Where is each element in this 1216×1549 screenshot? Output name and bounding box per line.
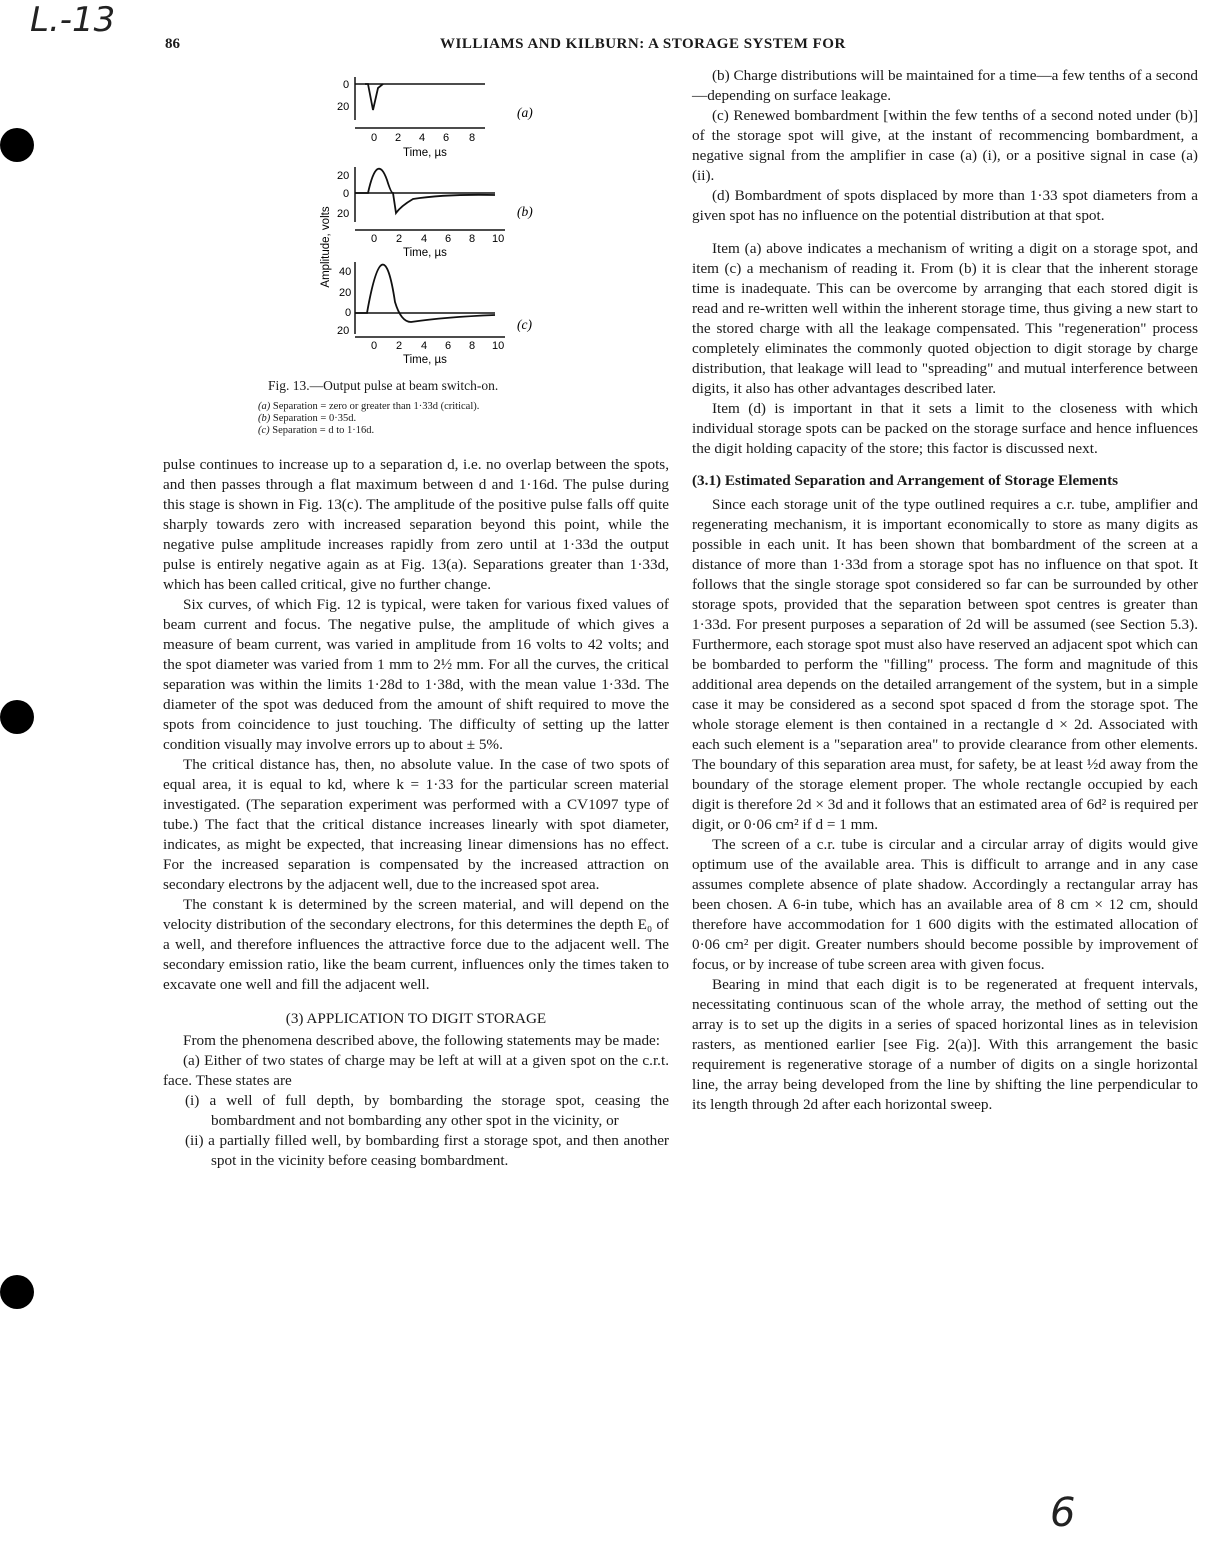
x-tick-c-1: 2 [396, 340, 403, 352]
panel-a [337, 77, 533, 159]
x-tick-c-4: 8 [469, 340, 476, 352]
panel-c [337, 262, 532, 366]
pulse-curve-b [355, 169, 495, 213]
punch-hole-3 [0, 1275, 34, 1309]
statement-a-ii: (ii) a partially filled well, by bombarding first a storage spot, and then another spot in the vicinity before ceasing bombardment. [185, 1132, 669, 1169]
page-number: 86 [165, 36, 180, 52]
figure-caption-b [258, 413, 356, 424]
panel-b [337, 167, 533, 259]
y-axis-label: Amplitude, volts [320, 206, 332, 288]
y-tick-a-0: 0 [343, 79, 350, 91]
x-tick-a-4: 8 [469, 132, 476, 144]
caption-text-c: Separation = d to 1·16d. [272, 425, 375, 436]
figure-caption-title: Fig. 13.—Output pulse at beam switch-on. [268, 378, 499, 393]
statement-c: (c) Renewed bombardment [within the few tenths of a second noted under (b)] of the storage spot will give, at the instant of recommencing bombardment, a negative signal from the amplifier in case (a) (i), or a positive signal in case (a) (ii). [692, 107, 1198, 184]
pulse-curve-a [365, 84, 383, 110]
x-tick-c-5: 10 [492, 340, 505, 352]
x-tick-b-0: 0 [371, 233, 378, 245]
y-tick-c-2: 0 [345, 307, 352, 319]
y-tick-b-1: 0 [343, 188, 350, 200]
x-tick-b-5: 10 [492, 233, 505, 245]
left-paragraph-1: pulse continues to increase up to a separation d, i.e. no overlap between the spots, and then passes through a flat maximum between d and 1·16d. The pulse during this stage is shown in Fig. 13(c). The amplitude of the positive pulse falls off quite sharply towards zero with increased separation beyond this point, while the negative pulse amplitude increases rapidly from zero until at 1·33d the output pulse is entirely negative again as at Fig. 13(a). Separations greater than 1·33d, which has been called critical, give no further change. [163, 456, 669, 593]
caption-text-b: Separation = 0·35d. [272, 413, 357, 424]
x-axis-label-c: Time, µs [403, 354, 447, 366]
x-axis-label-b: Time, µs [403, 247, 447, 259]
x-tick-b-3: 6 [445, 233, 452, 245]
panel-label-c: (c) [517, 317, 532, 332]
right-paragraph-separation: Since each storage unit of the type outlined requires a c.r. tube, amplifier and regenerating mechanism, it is important economically to store as many digits as possible in each unit. It has been shown that bombardment of the screen at a distance of more than 1·33d from a storage spot has no influence on that spot. It follows that the single storage spot considered so far can be surrounded by other storage spots, provided that the separation between spot centres is greater than 1·33d. For present purposes a separation of 2d will be assumed (see Section 5.3). Furthermore, each storage spot must also have reserved an adjacent spot which can be bombarded to perform the "filling" process. The form and magnitude of this additional area depends on the detailed arrangement of the system, but in a simple case it may be considered as a second spot spaced d from the storage spot. The whole storage element is then contained in a rectangle d × 2d. Associated with each such element is a "separation area" to provide clearance from other elements. The boundary of this separation area must, for safety, be at least ½d away from the boundary of the storage element proper. The whole rectangle occupied by each digit is therefore 2d × 3d and it follows that an estimated area of 6d² is required per digit, or 0·06 cm² if d = 1 mm. [692, 496, 1198, 833]
handwritten-annotation-top: L.-13 [30, 0, 116, 40]
y-tick-c-3: 20 [337, 325, 350, 337]
caption-label-a: (a) [258, 401, 271, 412]
statement-b: (b) Charge distributions will be maintained for a time—a few tenths of a second—depending on surface leakage. [692, 67, 1199, 104]
statement-a-i: (i) a well of full depth, by bombarding the storage spot, ceasing the bombardment and not bombarding any other spot in the vicinity, or [185, 1092, 669, 1129]
left-paragraph-4: The constant k is determined by the screen material, and will depend on the velocity distribution of the secondary electrons, for this determines the depth E₀ of a well, and therefore influences the attractive force due to the adjacent well. The secondary emission ratio, like the beam current, influences only the times taken to excavate one well and fill the adjacent well. [163, 896, 669, 993]
figure-caption-a [258, 401, 479, 412]
x-axis-label-a: Time, µs [403, 147, 447, 159]
section-intro: From the phenomena described above, the following statements may be made: [183, 1032, 661, 1049]
y-tick-a-1: 20 [337, 101, 350, 113]
statement-a: (a) Either of two states of charge may be left at will at a given spot on the c.r.t. face. These states are [163, 1052, 669, 1089]
statement-d: (d) Bombardment of spots displaced by more than 1·33 spot diameters from a given spot has no influence on the potential distribution at that spot. [692, 187, 1198, 224]
x-tick-c-0: 0 [371, 340, 378, 352]
caption-label-b: (b) [258, 413, 271, 424]
right-paragraph-array: The screen of a c.r. tube is circular and a circular array of digits would give optimum use of the available area. This is difficult to arrange and in any case assumes complete absence of plate shadow. Accordingly a rectangular array has been chosen. A 6-in tube, which has an available area of 8 cm × 12 cm, should therefore have accommodation for 1 600 digits with the estimated allocation of 0·06 cm² per digit. Greater numbers should become possible by improvement of focus, or by increase of tube screen area with given focus. [692, 836, 1198, 973]
right-column [692, 66, 1198, 1115]
x-tick-b-1: 2 [396, 233, 403, 245]
caption-label-c: (c) [258, 425, 270, 436]
running-header: WILLIAMS AND KILBURN: A STORAGE SYSTEM FOR [440, 36, 846, 52]
y-tick-b-0: 20 [337, 170, 350, 182]
left-paragraph-2: Six curves, of which Fig. 12 is typical, were taken for various fixed values of beam current and focus. The negative pulse, the amplitude of which gives a measure of beam current, was varied in amplitude from 16 volts to 42 volts; and the spot diameter was varied from 1 mm to 2½ mm. For all the curves, the critical separation was within the limits 1·28d to 1·38d, with the mean value 1·33d. The diameter of the spot was deduced from the amount of shift required to move the spots from coincidence to just touching. The difficulty of setting up the latter condition visually may involve errors up to about ± 5%. [163, 596, 669, 753]
x-tick-b-2: 4 [421, 233, 428, 245]
figure-caption-c [258, 425, 374, 436]
x-tick-c-2: 4 [421, 340, 428, 352]
panel-label-b: (b) [517, 204, 533, 219]
x-tick-a-3: 6 [443, 132, 450, 144]
y-tick-c-0: 40 [339, 266, 352, 278]
section-heading-3: (3) APPLICATION TO DIGIT STORAGE [285, 1010, 547, 1027]
y-tick-b-2: 20 [337, 208, 350, 220]
x-tick-a-2: 4 [419, 132, 426, 144]
y-tick-c-1: 20 [339, 287, 352, 299]
left-column [163, 455, 669, 1171]
handwritten-annotation-bottom: 6 [1050, 1490, 1076, 1536]
right-paragraph-regeneration: Bearing in mind that each digit is to be regenerated at frequent intervals, necessitating continuous scan of the whole array, the method of setting out the array is to set up the digits in a series of spaced horizontal lines as in television rasters, as mentioned earlier [see Fig. 2(a)]. With this arrangement the basic requirement is regenerative storage of a number of digits on a single horizontal line, the array being developed from the line by shifting the line perpendicular to its length through 2d after each horizontal sweep. [692, 976, 1198, 1113]
right-paragraph-item-a: Item (a) above indicates a mechanism of writing a digit on a storage spot, and item (c) a mechanism of reading it. From (b) it is clear that the inherent storage time is inadequate. This can be overcome by arranging that each stored digit is read and re-written well within the inherent storage time, thus giving a new start to the stored charge with all the leakage compensated. This "regeneration" process completely eliminates the commonly quoted objection to digit storage by charge distribution, that leakage will lead to "spreading" and mutual interference between digits, it also has other advantages described later. [692, 240, 1198, 397]
left-paragraph-3: The critical distance has, then, no absolute value. In the case of two spots of equal area, it is equal to kd, where k = 1·33 for the particular screen material investigated. (The separation experiment was performed with a CV1097 type of tube.) The fact that the critical distance increases linearly with spot diameter, indicates, as might be expected, that increasing linear dimensions has no effect. For the increased separation is compensated by the increased attraction on secondary electrons by the adjacent well, due to the increased spot area. [163, 756, 669, 893]
right-paragraph-item-d: Item (d) is important in that it sets a limit to the closeness with which individual storage spots can be packed on the storage surface and hence influences the digit holding capacity of the store; this factor is discussed next. [692, 400, 1198, 457]
punch-hole-1 [0, 128, 34, 162]
x-tick-b-4: 8 [469, 233, 476, 245]
panel-label-a: (a) [517, 105, 533, 120]
x-tick-a-1: 2 [395, 132, 402, 144]
section-heading-3-1: (3.1) Estimated Separation and Arrangement of Storage Elements [692, 472, 1119, 489]
x-tick-a-0: 0 [371, 132, 378, 144]
caption-text-a: Separation = zero or greater than 1·33d (critical). [272, 401, 480, 412]
x-tick-c-3: 6 [445, 340, 452, 352]
punch-hole-2 [0, 700, 34, 734]
